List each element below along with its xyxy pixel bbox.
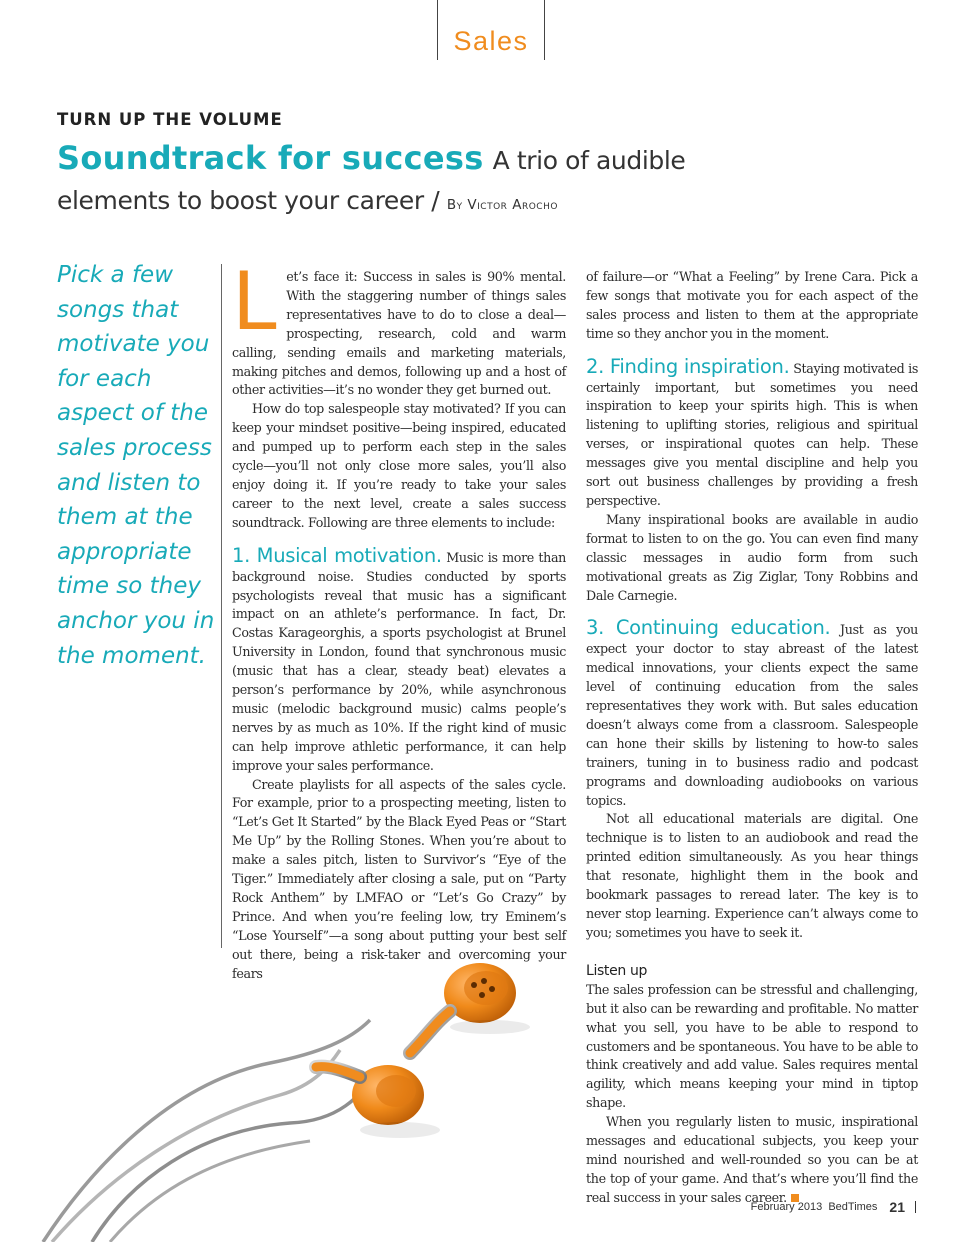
earbud-left (316, 1065, 424, 1125)
body-column-1 (232, 255, 567, 984)
pull-quote: Pick a few songs that motivate you for each aspect of the sales process and listen to them at the appropriate time so they anchor you in the moment. (57, 262, 215, 669)
section-2-text: Staying motivated is certainly important, but sometimes you need inspiration to keep your spirits high. This is when listening to uplifting stories, religious and spiritual verses, or inspirational quotes can help. These messages give you mental discipline and help you sort out business challenges by providing a fresh perspective. (586, 360, 919, 508)
section-1-text: Music is more than background noise. Studies conducted by sports psychologists reveal that music has a significant impact on an athlete’s performance. In fact, Dr. Costas Karageorghis, a sports psychologist at Brunel University in London, found that synchronous music (music that has a clear, steady beat) elevates a person’s performance by 20%, while asynchronous music (melodic background music) calms people’s nerves by as much as 10%. If the right kind of music can help improve athletic performance, it can help improve your sales performance. (232, 549, 567, 773)
deck-part-1: A trio of audible (492, 146, 686, 175)
closing-paragraph (586, 1113, 918, 1208)
issue-date: February 2013 (750, 1201, 823, 1213)
body-paragraph: The sales profession can be stressful and challenging, but it also can be rewarding and profitable. No matter what you sell, you have to be able to respond to customers and be spontaneous. You have to be able to think creatively and add value. Sales requires mental agility, which means keeping your mind in tiptop shape. (586, 981, 918, 1111)
column-divider (221, 264, 222, 948)
earbud-cord (43, 1020, 370, 1242)
deck-part-2: elements to boost your career / (57, 186, 440, 215)
section-1-paragraph (232, 543, 567, 776)
kicker: TURN UP THE VOLUME (57, 110, 283, 129)
body-paragraph: Create playlists for all aspects of the sales cycle. For example, prior to a prospecting meeting, listen to “Let’s Get It Started” by the Black Eyed Peas or “Start Me Up” by the Rolling Stones. When you’re about to make a sales pitch, listen to Survivor’s “Eye of the Tiger.” Immediately after closing a sale, put on “Party Rock Anthem” by LMFAO or “Let’s Go Crazy” by Prince. And when you’re feeling low, try Eminem’s “Lose Yourself”—a song about putting your best self out there, being a risk-taker and overcoming your fears (232, 776, 566, 981)
body-paragraph: of failure—or “What a Feeling” by Irene Cara. Pick a few songs that motivate you for each aspect of the sales process and listen to them at the appropriate time so they anchor you in the moment. (586, 269, 918, 341)
article-title: Soundtrack for success (57, 139, 484, 177)
intro-text: et’s face it: Success in sales is 90% mental. With the staggering number of things sales representatives have to do to close a deal—prospecting, research, cold and warm calling, sending emails and marketing materials, making pitches and demos, following up and a host of other activities—it’s no wonder they get burned out. (232, 269, 566, 398)
section-1-heading: 1. Musical motivation. (232, 543, 442, 567)
publication-name: BedTimes (828, 1201, 878, 1213)
page-number: 21 (889, 1199, 905, 1215)
drop-cap: L (232, 255, 277, 348)
body-paragraph: How do top salespeople stay motivated? If you can keep your mindset positive—being inspired, educated and pumped up to perform each step in the sales cycle—you’ll not only close more sales, you’ll also enjoy doing it. If you’re ready to take your sales career to the next level, create a sales success soundtrack. Following are three elements to include: (232, 401, 566, 530)
section-2-paragraph (586, 354, 919, 511)
earbud-right (410, 963, 516, 1053)
byline: By Victor Arocho (446, 197, 558, 213)
section-3-paragraph (586, 616, 919, 810)
closing-text: When you regularly listen to music, inspirational messages and educational subjects, you keep your mind nourished and well-rounded so you can be at the top of your game. And that’s where you’ll find the real success in your sales career. (586, 1114, 918, 1205)
body-paragraph: Not all educational materials are digital. One technique is to listen to an audiobook and read the printed edition simultaneously. As you hear things that resonate, highlight them in the book and bookmark passages to reread later. The key is to never stop learning. Experience can’t always come to you; sometimes you have to seek it. (586, 811, 918, 940)
footer-divider (915, 1201, 916, 1213)
headline-line-1 (57, 136, 917, 186)
section-3-heading: 3. Continuing education. (586, 616, 831, 640)
body-column-2 (586, 268, 918, 1208)
body-paragraph: Many inspirational books are available in audio format to listen to on the go. You can even find many classic messages in audio form from such motivational greats as Zig Ziglar, Tony Robbins and Dale Carnegie. (586, 511, 918, 603)
section-3-text: Just as you expect your doctor to stay abreast of the latest medical innovations, your clients expect the same level of continuing education from the sales representatives they work with. But sales education doesn’t always come from a classroom. Salespeople can hone their skills by listening to how-to sales trainers, tuning in to business radio and podcast programs and downloading audiobooks on various topics. (586, 622, 919, 808)
earbuds-image (40, 945, 540, 1242)
earbud-cord (52, 1050, 340, 1242)
section-2-heading: 2. Finding inspiration. (586, 354, 790, 378)
headline-line-2 (57, 186, 917, 220)
section-label: Sales (453, 26, 529, 56)
headline (57, 136, 917, 220)
intro-paragraph (232, 255, 566, 400)
earbud-cord (110, 1141, 310, 1242)
section-header (437, 0, 545, 60)
listen-up-heading: Listen up (586, 962, 648, 979)
page-footer (751, 1199, 916, 1215)
